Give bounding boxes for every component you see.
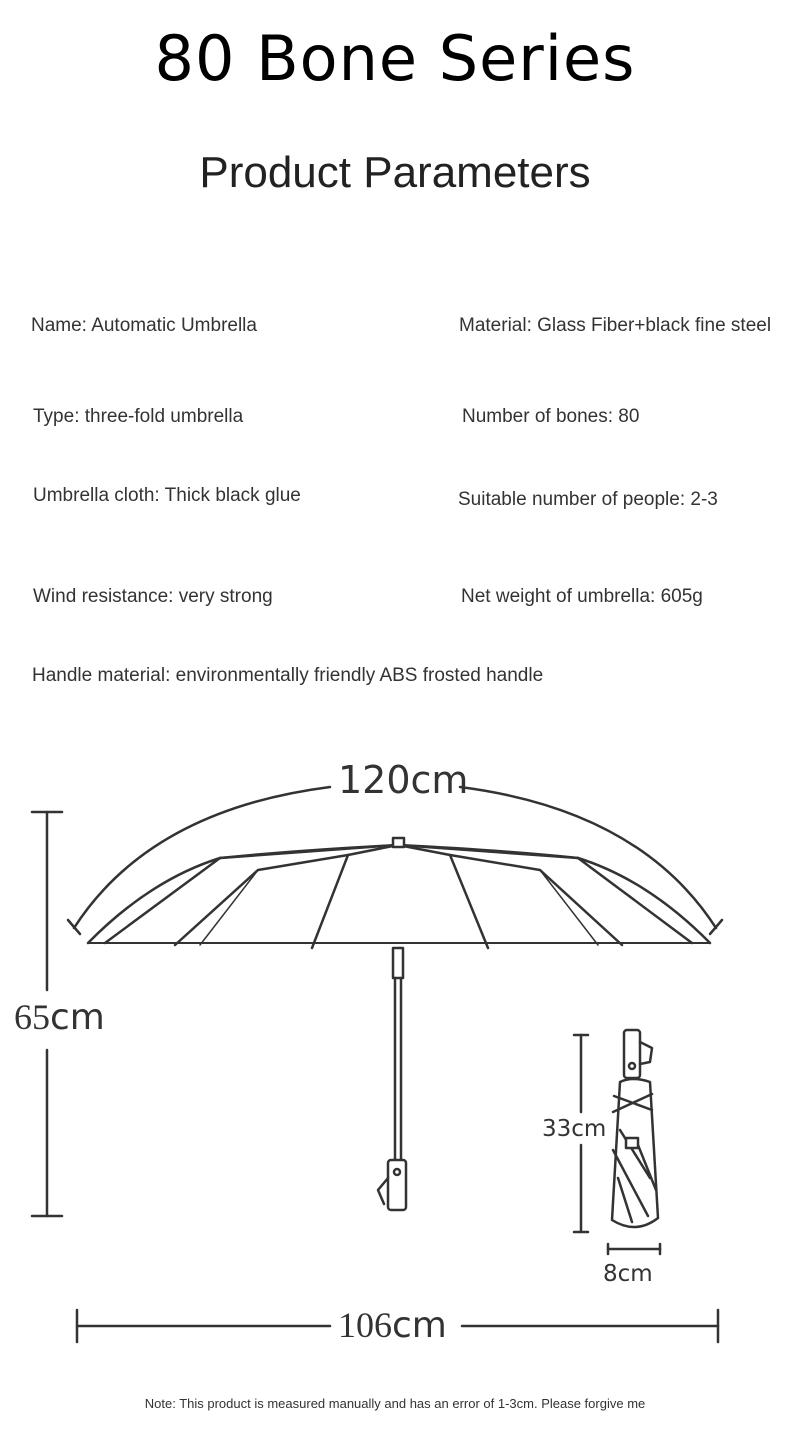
width-unit: cm: [392, 1305, 447, 1346]
folded-width-unit: cm: [617, 1261, 653, 1287]
height-unit: cm: [50, 997, 105, 1038]
folded-umbrella: [612, 1030, 658, 1227]
span-value: 120: [338, 758, 411, 802]
width-label: [338, 1304, 447, 1346]
param-people: Suitable number of people: 2-3: [458, 489, 718, 510]
span-label: [338, 758, 468, 802]
height-label: [14, 996, 105, 1038]
span-arc: [74, 787, 330, 928]
param-type: Type: three-fold umbrella: [33, 406, 244, 427]
measurement-note: Note: This product is measured manually and has an error of 1-3cm. Please forgive me: [144, 1396, 646, 1411]
folded-width-value: 8: [603, 1261, 618, 1287]
height-value: 65: [14, 997, 50, 1037]
folded-width-label: [603, 1261, 653, 1287]
folded-length-value: 33: [542, 1116, 572, 1142]
folded-length-unit: cm: [571, 1116, 607, 1142]
span-arc-right: [460, 787, 716, 928]
param-weight: Net weight of umbrella: 605g: [461, 586, 703, 607]
param-handle: Handle material: environmentally friendly ABS frosted handle: [32, 665, 544, 686]
param-wind: Wind resistance: very strong: [33, 586, 273, 607]
page-title: 80 Bone Series: [154, 22, 636, 95]
section-subtitle: Product Parameters: [199, 148, 591, 197]
umbrella-canopy: [88, 838, 710, 948]
param-cloth: Umbrella cloth: Thick black glue: [33, 485, 301, 506]
width-value: 106: [338, 1305, 392, 1345]
umbrella-shaft: [378, 948, 406, 1210]
span-unit: cm: [410, 758, 469, 802]
param-name: Name: Automatic Umbrella: [31, 315, 257, 336]
param-material: Material: Glass Fiber+black fine steel: [459, 315, 772, 336]
folded-width-dimension-line: [608, 1244, 660, 1254]
folded-length-label: [542, 1116, 606, 1142]
param-bones: Number of bones: 80: [462, 406, 640, 427]
